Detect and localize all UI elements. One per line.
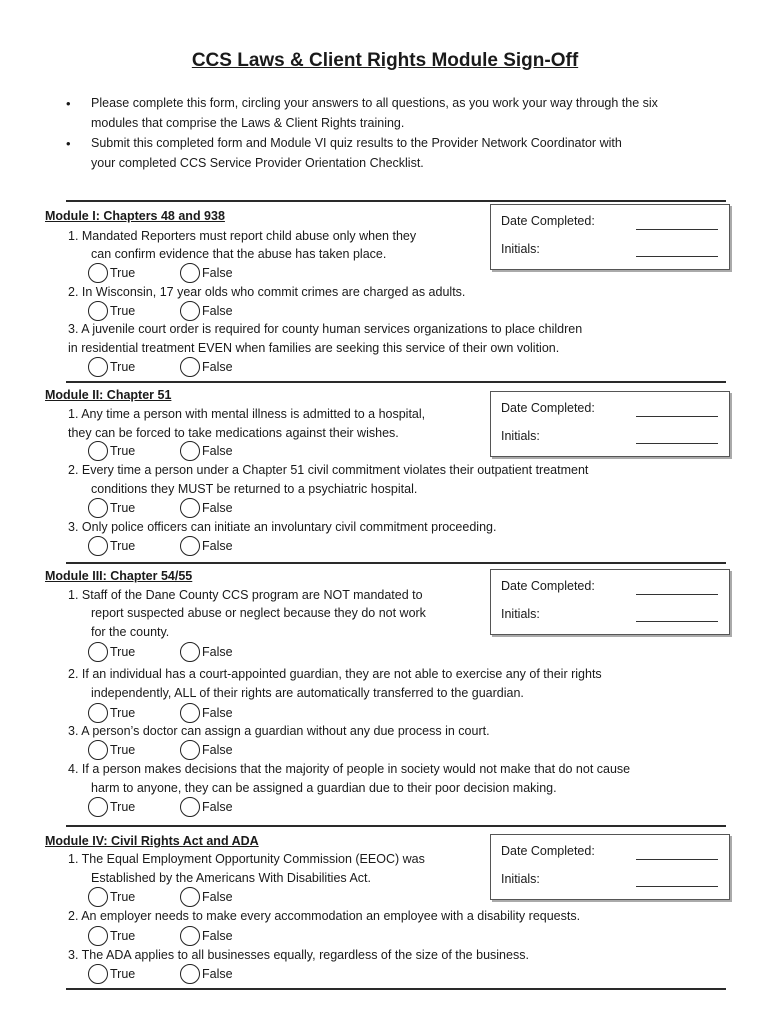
question-text: Established by the Americans With Disabilities Act. [91,871,371,885]
question-text: 2. If an individual has a court-appointed guardian, they are not able to exercise any of their rights [68,667,602,681]
question-text: 1. Any time a person with mental illness is admitted to a hospital, [68,407,426,421]
true-circle-icon[interactable] [88,536,108,556]
question-text: 1. Mandated Reporters must report child abuse only when they [68,229,417,243]
false-circle-icon[interactable] [180,357,200,377]
answer-false[interactable] [180,441,233,461]
false-circle-icon[interactable] [180,498,200,518]
answer-true[interactable] [88,441,135,461]
initials-field[interactable] [636,256,718,257]
date-completed-field[interactable] [636,594,718,595]
question-text: 3. A juvenile court order is required for county human services organizations to place children [68,322,583,336]
date-completed-label: Date Completed: [501,214,595,228]
false-circle-icon[interactable] [180,926,200,946]
question-text: conditions they MUST be returned to a psychiatric hospital. [91,482,418,496]
question-text: harm to anyone, they can be assigned a guardian due to their poor decision making. [91,781,557,795]
question-text: 3. Only police officers can initiate an involuntary civil commitment proceeding. [68,520,497,534]
false-label: False [202,539,233,553]
initials-field[interactable] [636,443,718,444]
true-circle-icon[interactable] [88,797,108,817]
divider [66,562,726,564]
false-circle-icon[interactable] [180,642,200,662]
module-4-signoff-box [490,834,730,900]
false-circle-icon[interactable] [180,263,200,283]
true-circle-icon[interactable] [88,703,108,723]
instruction-line: your completed CCS Service Provider Orientation Checklist. [91,156,424,170]
false-label: False [202,360,233,374]
true-label: True [110,890,136,904]
answer-false[interactable] [180,357,233,377]
answer-true[interactable] [88,642,135,662]
instruction-line: Submit this completed form and Module VI quiz results to the Provider Network Coordinator with [91,136,622,150]
true-label: True [110,304,136,318]
module-3-heading: Module III: Chapter 54/55 [45,569,193,583]
question-text: 4. If a person makes decisions that the majority of people in society would not make that do not cause [68,762,631,776]
true-circle-icon[interactable] [88,740,108,760]
false-label: False [202,304,233,318]
answer-false[interactable] [180,740,233,760]
answer-false[interactable] [180,642,233,662]
true-label: True [110,444,136,458]
answer-true[interactable] [88,357,135,377]
true-label: True [110,706,136,720]
answer-true[interactable] [88,740,135,760]
bullet-icon: • [66,96,71,111]
false-label: False [202,929,233,943]
question-text: 2. An employer needs to make every accommodation an employee with a disability requests. [68,909,581,923]
answer-false[interactable] [180,263,233,283]
answer-true[interactable] [88,536,135,556]
divider [66,988,726,990]
initials-field[interactable] [636,886,718,887]
question-text: in residential treatment EVEN when families are seeking this service of their own volition. [68,341,560,355]
question-text: 3. A person’s doctor can assign a guardian without any due process in court. [68,724,490,738]
false-circle-icon[interactable] [180,887,200,907]
module-3-signoff-box [490,569,730,635]
divider [66,825,726,827]
date-completed-label: Date Completed: [501,844,595,858]
true-label: True [110,743,136,757]
true-circle-icon[interactable] [88,964,108,984]
answer-true[interactable] [88,703,135,723]
true-circle-icon[interactable] [88,498,108,518]
false-label: False [202,645,233,659]
initials-label: Initials: [501,429,540,443]
instruction-line: Please complete this form, circling your answers to all questions, as you work your way through the six [91,96,658,110]
true-label: True [110,501,136,515]
false-label: False [202,743,233,757]
true-label: True [110,266,136,280]
true-circle-icon[interactable] [88,441,108,461]
divider [66,200,726,202]
false-label: False [202,266,233,280]
false-circle-icon[interactable] [180,740,200,760]
question-text: they can be forced to take medications against their wishes. [68,426,399,440]
question-text: report suspected abuse or neglect because they do not work [91,606,426,620]
initials-label: Initials: [501,872,540,886]
true-circle-icon[interactable] [88,642,108,662]
question-text: 1. The Equal Employment Opportunity Commission (EEOC) was [68,852,425,866]
bullet-icon: • [66,136,71,151]
question-text: can confirm evidence that the abuse has taken place. [91,247,387,261]
date-completed-field[interactable] [636,416,718,417]
question-text: for the county. [91,625,170,639]
true-label: True [110,645,136,659]
false-label: False [202,706,233,720]
divider [66,381,726,383]
module-1-signoff-box [490,204,730,270]
false-label: False [202,890,233,904]
question-text: 1. Staff of the Dane County CCS program are NOT mandated to [68,588,423,602]
true-label: True [110,967,136,981]
true-label: True [110,360,136,374]
false-circle-icon[interactable] [180,441,200,461]
answer-false[interactable] [180,498,233,518]
answer-true[interactable] [88,797,135,817]
module-4-heading: Module IV: Civil Rights Act and ADA [45,834,259,848]
true-circle-icon[interactable] [88,301,108,321]
question-text: independently, ALL of their rights are automatically transferred to the guardian. [91,686,524,700]
false-circle-icon[interactable] [180,703,200,723]
answer-false[interactable] [180,536,233,556]
true-circle-icon[interactable] [88,357,108,377]
answer-false[interactable] [180,703,233,723]
module-2-signoff-box [490,391,730,457]
answer-false[interactable] [180,887,233,907]
question-text: 2. Every time a person under a Chapter 51 civil commitment violates their outpatient treatment [68,463,589,477]
false-circle-icon[interactable] [180,301,200,321]
initials-label: Initials: [501,607,540,621]
answer-false[interactable] [180,301,233,321]
false-label: False [202,800,233,814]
instruction-line: modules that comprise the Laws & Client Rights training. [91,116,405,130]
page-title: CCS Laws & Client Rights Module Sign-Off [191,50,579,71]
true-circle-icon[interactable] [88,887,108,907]
true-label: True [110,929,136,943]
answer-true[interactable] [88,964,135,984]
false-label: False [202,444,233,458]
answer-false[interactable] [180,797,233,817]
false-circle-icon[interactable] [180,797,200,817]
question-text: 2. In Wisconsin, 17 year olds who commit crimes are charged as adults. [68,285,466,299]
initials-field[interactable] [636,621,718,622]
answer-true[interactable] [88,263,135,283]
false-label: False [202,501,233,515]
answer-false[interactable] [180,926,233,946]
answer-true[interactable] [88,301,135,321]
date-completed-field[interactable] [636,859,718,860]
initials-label: Initials: [501,242,540,256]
false-label: False [202,967,233,981]
answer-true[interactable] [88,887,135,907]
false-circle-icon[interactable] [180,964,200,984]
false-circle-icon[interactable] [180,536,200,556]
true-label: True [110,800,136,814]
true-circle-icon[interactable] [88,926,108,946]
true-circle-icon[interactable] [88,263,108,283]
module-2-heading: Module II: Chapter 51 [45,388,172,402]
module-1-heading: Module I: Chapters 48 and 938 [45,209,225,223]
date-completed-field[interactable] [636,229,718,230]
true-label: True [110,539,136,553]
date-completed-label: Date Completed: [501,401,595,415]
answer-true[interactable] [88,926,135,946]
date-completed-label: Date Completed: [501,579,595,593]
question-text: 3. The ADA applies to all businesses equally, regardless of the size of the business. [68,948,529,962]
answer-false[interactable] [180,964,233,984]
answer-true[interactable] [88,498,135,518]
